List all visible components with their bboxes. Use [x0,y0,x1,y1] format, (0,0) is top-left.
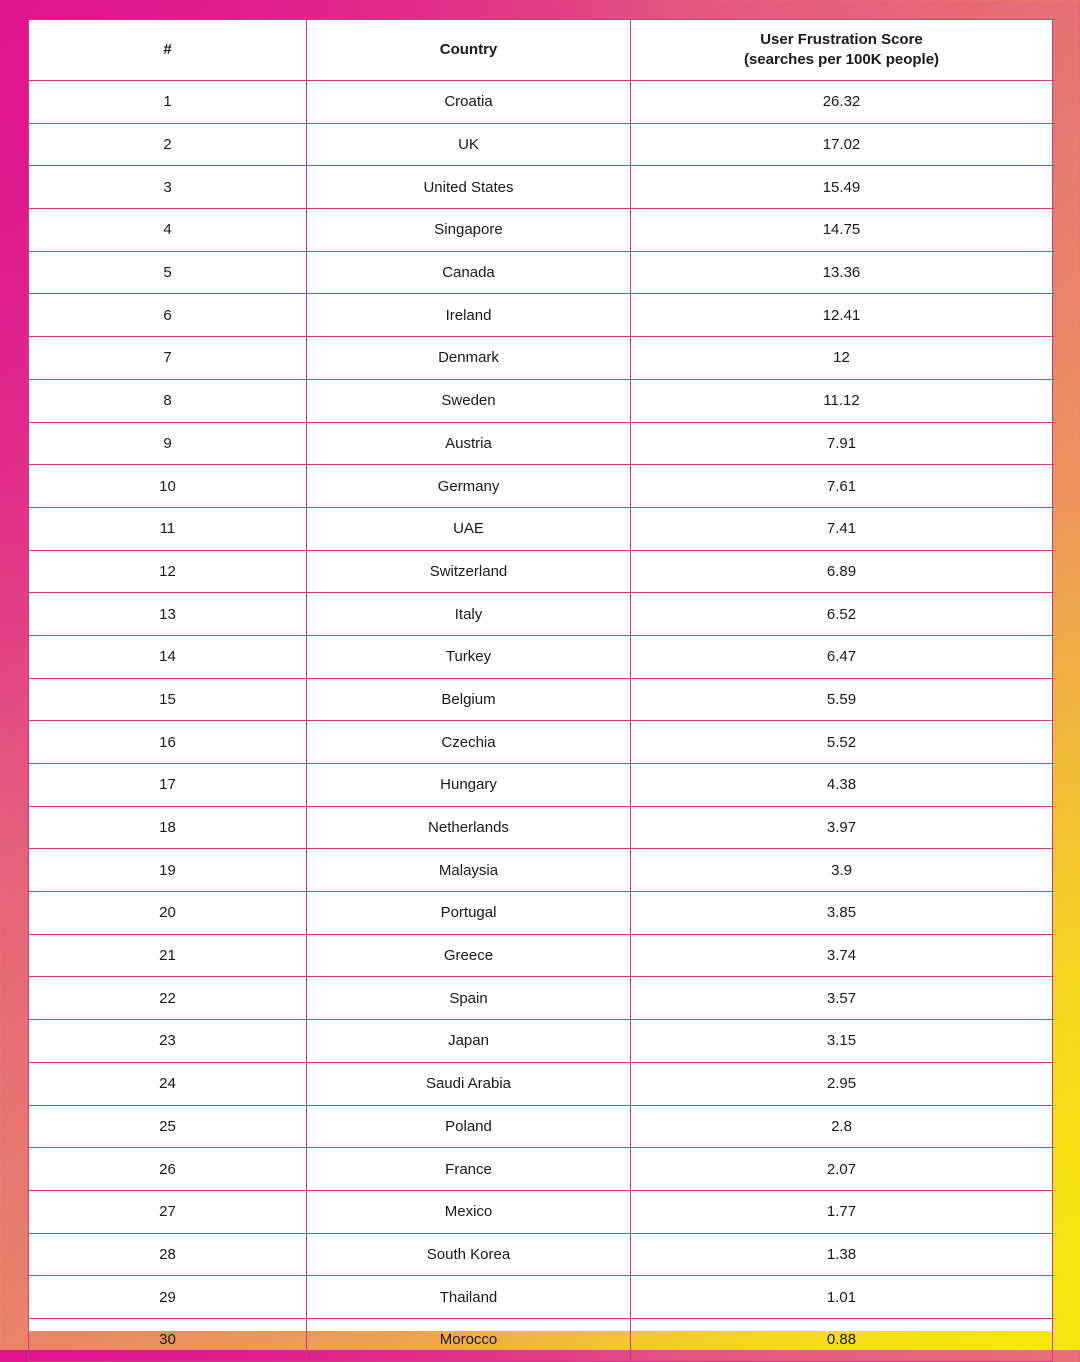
cell-country: Croatia [307,81,631,124]
cell-rank: 20 [29,892,307,935]
cell-country: Austria [307,422,631,465]
cell-rank: 4 [29,209,307,252]
cell-score: 26.32 [631,81,1053,124]
table-row [29,764,1053,807]
table-row [29,294,1053,337]
table-row [29,721,1053,764]
table-row [29,892,1053,935]
cell-rank: 19 [29,849,307,892]
cell-country: Saudi Arabia [307,1062,631,1105]
table-row [29,337,1053,380]
cell-rank: 28 [29,1233,307,1276]
cell-score: 6.89 [631,550,1053,593]
table-row [29,1062,1053,1105]
cell-country: Switzerland [307,550,631,593]
table-row [29,1276,1053,1319]
cell-score: 2.8 [631,1105,1053,1148]
cell-country: UAE [307,507,631,550]
cell-rank: 8 [29,379,307,422]
cell-rank: 16 [29,721,307,764]
cell-score: 3.15 [631,1020,1053,1063]
table-body [29,81,1053,1362]
cell-country: United States [307,166,631,209]
table-row [29,977,1053,1020]
table-row [29,1190,1053,1233]
cell-country: Belgium [307,678,631,721]
cell-score: 2.07 [631,1148,1053,1191]
cell-score: 15.49 [631,166,1053,209]
cell-rank: 1 [29,81,307,124]
header-country: Country [307,20,631,81]
cell-rank: 3 [29,166,307,209]
table-row [29,251,1053,294]
table-row [29,507,1053,550]
cell-rank: 23 [29,1020,307,1063]
header-score-unit: (searches per 100K people) [743,51,940,68]
table-row [29,806,1053,849]
cell-country: Ireland [307,294,631,337]
cell-country: Poland [307,1105,631,1148]
cell-country: Czechia [307,721,631,764]
table-row [29,1318,1053,1361]
cell-score: 6.47 [631,635,1053,678]
cell-rank: 10 [29,465,307,508]
cell-rank: 6 [29,294,307,337]
cell-rank: 2 [29,123,307,166]
cell-country: Thailand [307,1276,631,1319]
cell-rank: 27 [29,1190,307,1233]
cell-score: 6.52 [631,593,1053,636]
cell-country: Singapore [307,209,631,252]
table-row [29,123,1053,166]
cell-score: 13.36 [631,251,1053,294]
cell-country: Sweden [307,379,631,422]
cell-score: 3.57 [631,977,1053,1020]
cell-rank: 24 [29,1062,307,1105]
cell-country: Germany [307,465,631,508]
header-score-title: User Frustration Score [760,31,923,48]
cell-score: 3.74 [631,934,1053,977]
cell-country: Japan [307,1020,631,1063]
table-row [29,849,1053,892]
cell-country: Malaysia [307,849,631,892]
header-rank: # [29,20,307,81]
table-row [29,209,1053,252]
cell-score: 3.9 [631,849,1053,892]
table-row [29,550,1053,593]
cell-country: Morocco [307,1318,631,1361]
cell-country: Denmark [307,337,631,380]
cell-country: Turkey [307,635,631,678]
cell-country: South Korea [307,1233,631,1276]
table-row [29,635,1053,678]
header-score [631,20,1053,81]
table-row [29,422,1053,465]
cell-score: 5.52 [631,721,1053,764]
table-row [29,1148,1053,1191]
cell-score: 4.38 [631,764,1053,807]
cell-score: 1.77 [631,1190,1053,1233]
cell-rank: 11 [29,507,307,550]
cell-rank: 5 [29,251,307,294]
cell-country: Mexico [307,1190,631,1233]
cell-score: 7.91 [631,422,1053,465]
cell-rank: 25 [29,1105,307,1148]
cell-rank: 13 [29,593,307,636]
cell-score: 11.12 [631,379,1053,422]
cell-rank: 12 [29,550,307,593]
cell-score: 12.41 [631,294,1053,337]
cell-country: Portugal [307,892,631,935]
table-row [29,1105,1053,1148]
cell-score: 2.95 [631,1062,1053,1105]
cell-rank: 18 [29,806,307,849]
cell-score: 5.59 [631,678,1053,721]
cell-country: Italy [307,593,631,636]
cell-rank: 21 [29,934,307,977]
table-header-row [29,20,1053,81]
cell-score: 17.02 [631,123,1053,166]
table-row [29,166,1053,209]
cell-rank: 29 [29,1276,307,1319]
cell-score: 0.88 [631,1318,1053,1361]
cell-rank: 26 [29,1148,307,1191]
frustration-score-table [28,19,1053,1362]
cell-rank: 30 [29,1318,307,1361]
cell-score: 3.97 [631,806,1053,849]
ranking-table-container [28,19,1052,1349]
table-row [29,1020,1053,1063]
table-row [29,465,1053,508]
cell-score: 3.85 [631,892,1053,935]
table-row [29,934,1053,977]
table-row [29,1233,1053,1276]
cell-country: Canada [307,251,631,294]
cell-country: Spain [307,977,631,1020]
cell-country: Greece [307,934,631,977]
cell-rank: 7 [29,337,307,380]
cell-score: 7.41 [631,507,1053,550]
cell-rank: 22 [29,977,307,1020]
table-row [29,678,1053,721]
cell-rank: 17 [29,764,307,807]
cell-country: Hungary [307,764,631,807]
table-row [29,379,1053,422]
cell-rank: 9 [29,422,307,465]
cell-rank: 15 [29,678,307,721]
table-row [29,81,1053,124]
cell-country: UK [307,123,631,166]
cell-rank: 14 [29,635,307,678]
cell-country: Netherlands [307,806,631,849]
cell-score: 1.01 [631,1276,1053,1319]
table-row [29,593,1053,636]
cell-score: 1.38 [631,1233,1053,1276]
cell-score: 14.75 [631,209,1053,252]
cell-score: 7.61 [631,465,1053,508]
cell-score: 12 [631,337,1053,380]
cell-country: France [307,1148,631,1191]
